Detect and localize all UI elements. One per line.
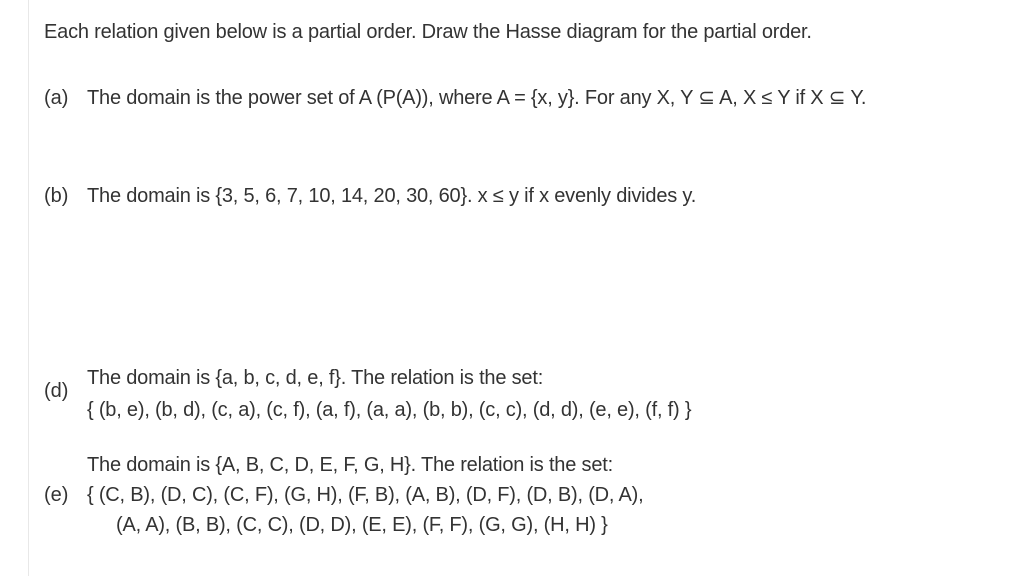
part-a-text: The domain is the power set of A (P(A)), where A = {x, y}. For any X, Y ⊆ A, X ≤ Y if X ⊆ Y. <box>87 87 867 109</box>
part-b-marker: (b) <box>44 185 69 207</box>
part-e-marker: (e) <box>44 484 69 506</box>
part-b-text: The domain is {3, 5, 6, 7, 10, 14, 20, 30, 60}. x ≤ y if x evenly divides y. <box>87 185 697 207</box>
part-d-marker: (d) <box>44 380 69 402</box>
part-e-line-3: (A, A), (B, B), (C, C), (D, D), (E, E), (F, F), (G, G), (H, H) } <box>116 514 608 536</box>
part-e-line-1: The domain is {A, B, C, D, E, F, G, H}. The relation is the set: <box>87 454 613 476</box>
part-d-line-2: { (b, e), (b, d), (c, a), (c, f), (a, f), (a, a), (b, b), (c, c), (d, d), (e, e), (f, f) } <box>87 399 692 421</box>
part-a-marker: (a) <box>44 87 69 109</box>
part-d-line-1: The domain is {a, b, c, d, e, f}. The relation is the set: <box>87 367 544 389</box>
intro-text: Each relation given below is a partial order. Draw the Hasse diagram for the partial order. <box>44 21 812 43</box>
page-left-rule <box>28 0 29 576</box>
part-e-line-2: { (C, B), (D, C), (C, F), (G, H), (F, B), (A, B), (D, F), (D, B), (D, A), <box>87 484 644 506</box>
